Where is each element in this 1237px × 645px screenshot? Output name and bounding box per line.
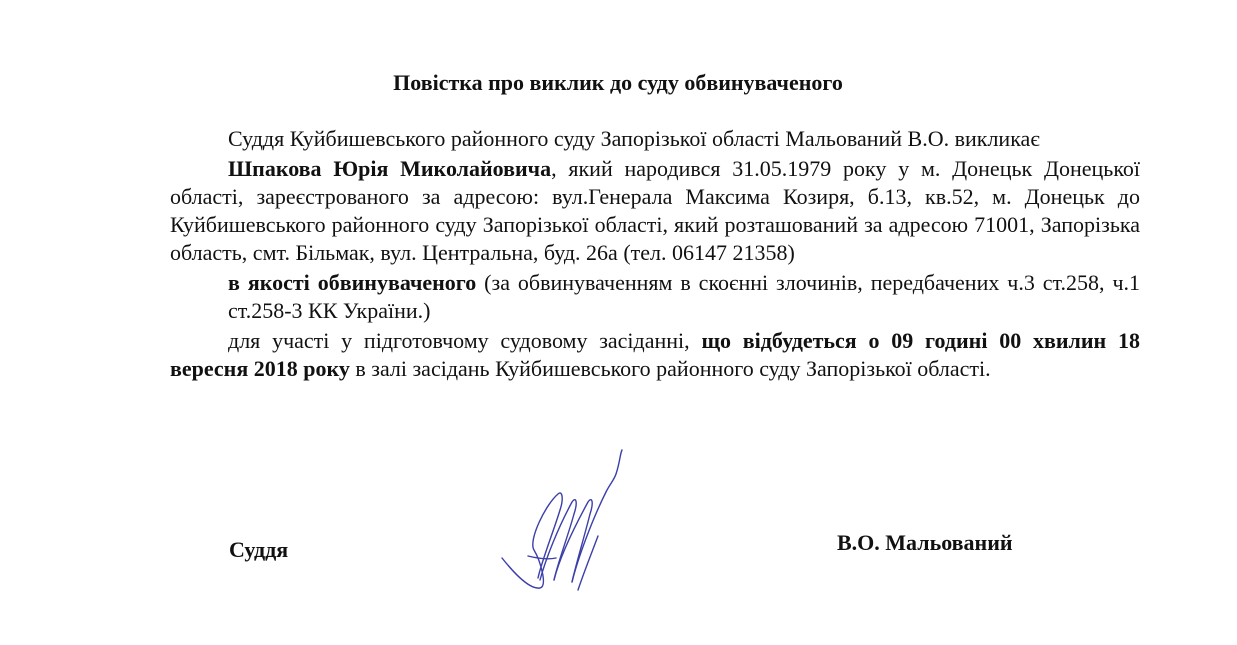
hearing-purpose: для участі у підготовчому судовому засіданні, xyxy=(228,328,702,353)
document-body xyxy=(170,125,1140,383)
defendant-name: Шпакова Юрія Миколайовича xyxy=(228,156,552,181)
capacity-label: в якості обвинуваченого xyxy=(228,270,477,295)
paragraph-capacity xyxy=(170,269,1140,325)
charges-text: (за обвинуваченням в скоєнні злочинів, передбачених ч.3 ст.258, ч.1 ст.258-3 КК України.) xyxy=(228,270,1141,323)
hearing-datetime: що відбудеться о 09 годині 00 хвилин 18 вересня 2018 року xyxy=(170,328,1141,381)
paragraph-judge-summons xyxy=(170,125,1140,153)
paragraph-defendant xyxy=(170,155,1140,267)
judge-summons-text: Суддя Куйбишевського районного суду Запорізької області Мальований В.О. викликає xyxy=(228,126,1040,151)
judge-name: В.О. Мальований xyxy=(837,530,1013,555)
document-title: Повістка про виклик до суду обвинуваченого xyxy=(393,70,843,95)
hearing-location: в залі засідань Куйбишевського районного суду Запорізької області. xyxy=(349,356,991,381)
judge-label: Суддя xyxy=(229,537,289,562)
defendant-details: , який народився 31.05.1979 року у м. Донецьк Донецької області, зареєстрованого за адресою: вул.Генерала Максима Козиря, б.13, кв.52, м. Донецьк до Куйбишевського районного суду Запорізької області, який розташований за адресою 71001, Запорізька область, смт. Більмак, вул. Центральна, буд. 26а (тел. 06147 21358) xyxy=(170,156,1140,265)
handwritten-signature xyxy=(488,440,638,600)
paragraph-hearing xyxy=(170,327,1140,383)
